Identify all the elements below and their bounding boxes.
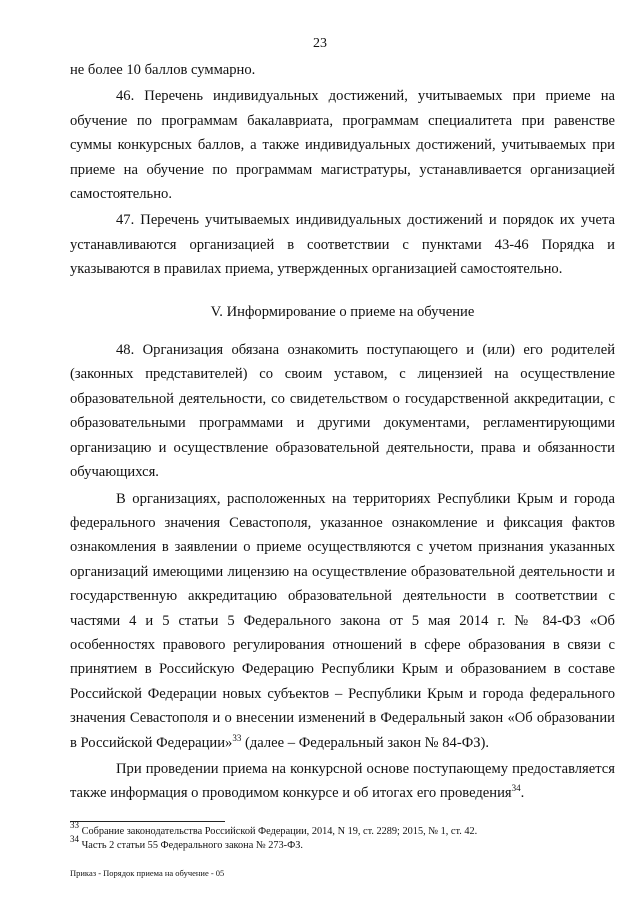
paragraph-48-crimea (70, 487, 615, 755)
footnotes (70, 820, 615, 853)
paragraph-48-contest-tail: . (520, 785, 525, 802)
footnote-34 (70, 834, 615, 853)
paragraph-47: 47. Перечень учитываемых индивидуальных достижений и порядок их учета устанавливаются организацией в соответствии с пунктами 43-46 Порядка и указываются в правилах приема, утвержденных организацией самостоятельно. (70, 212, 615, 278)
document-body (70, 58, 615, 806)
paragraph-48-crimea-tail: (далее – Федеральный закон № 84-ФЗ). (241, 734, 490, 751)
paragraph-48-contest-text: При проведении приема на конкурсной основе поступающему предоставляется также информация о проводимом конкурсе и об итогах его проведения (70, 760, 615, 802)
paragraph-46: 46. Перечень индивидуальных достижений, учитываемых при приеме на обучение по программам бакалавриата, программам специалитета при равенстве суммы конкурсных баллов, а также индивидуальных достижений, учитываемых при приеме на обучение по программам магистратуры, устанавливается организацией самостоятельно. (70, 88, 615, 203)
footnote-number: 34 (70, 834, 79, 844)
page-footer: Приказ - Порядок приема на обучение - 05 (70, 868, 225, 878)
footnote-number: 33 (70, 820, 79, 830)
paragraph-continuation: не более 10 баллов суммарно. (70, 62, 256, 78)
paragraph-48-contest (70, 757, 615, 806)
page-number: 23 (313, 36, 327, 51)
footnote-text: Часть 2 статьи 55 Федерального закона № 273-ФЗ. (79, 840, 303, 851)
footnote-text: Собрание законодательства Российской Федерации, 2014, N 19, ст. 2289; 2015, № 1, ст. 42. (79, 826, 478, 837)
footnote-separator (70, 821, 225, 822)
paragraph-48: 48. Организация обязана ознакомить поступающего и (или) его родителей (законных представителей) со своим уставом, с лицензией на осуществление образовательной деятельности, со свидетельством о государственной аккредитации, с образовательными программами и другими документами, регламентирующими организацию и осуществление образовательной деятельности, права и обязанности обучающихся. (70, 342, 615, 481)
footnote-33 (70, 820, 615, 839)
section-heading: V. Информирование о приеме на обучение (210, 303, 475, 320)
footnote-ref-33: 33 (232, 732, 242, 743)
footnote-ref-34: 34 (511, 783, 521, 794)
paragraph-48-crimea-text: В организациях, расположенных на территориях Республики Крым и города федерального значения Севастополя, указанное ознакомление и фиксация фактов ознакомления в заявлении о приеме осуществляются с учетом признания указанных организаций имеющими лицензию на осуществление образовательной деятельности и государственную аккредитацию образовательной деятельности в соответствии с частями 4 и 5 статьи 5 Федерального закона от 5 мая 2014 г. № 84-ФЗ «Об особенностях правового регулирования отношений в сфере образования в связи с принятием в Российскую Федерацию Республики Крым и образованием в составе Российской Федерации новых субъектов – Республики Крым и города федерального значения Севастополя и о внесении изменений в Федеральный закон «Об образовании в Российской Федерации» (70, 490, 615, 751)
